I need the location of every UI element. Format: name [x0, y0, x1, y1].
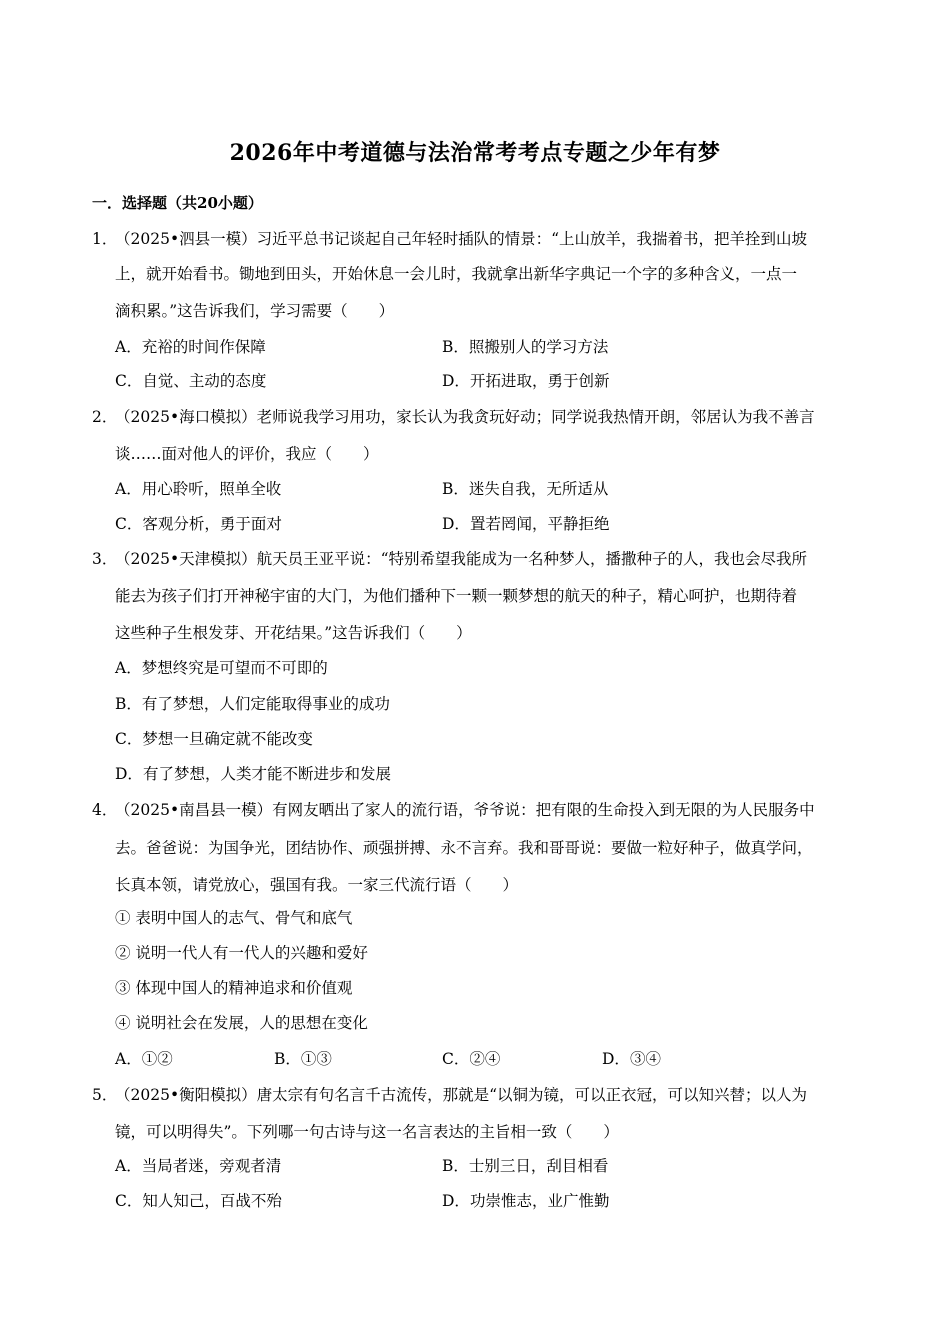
option-d[interactable]: [115, 764, 391, 784]
option-c[interactable]: [115, 729, 313, 749]
statement: ④ 说明社会在发展，人的思想在变化: [115, 1014, 368, 1032]
option-label: A．: [115, 1157, 142, 1175]
option-d[interactable]: [442, 371, 609, 391]
question-text-line: （2025•泗县一模）习近平总书记谈起自己年轻时插队的情景：“上山放羊，我揣着书，把羊拴到山坡: [115, 230, 808, 248]
option-text: 自觉、主动的态度: [142, 372, 267, 390]
question-text-line: 上，就开始看书。锄地到田头，开始休息一会儿时，我就拿出新华字典记一个字的多种含义，一点一: [115, 265, 798, 283]
option-d[interactable]: [442, 1191, 609, 1211]
option-label: D．: [442, 372, 470, 390]
section-heading: 一．选择题（共20小题）: [92, 194, 263, 212]
question-number: 3．: [92, 550, 118, 568]
question-text-line: 滴积累。”这告诉我们，学习需要（ ）: [115, 302, 395, 320]
option-a[interactable]: [115, 1049, 173, 1069]
option-label: D．: [115, 765, 143, 783]
question-text-line: 长真本领，请党放心，强国有我。一家三代流行语（ ）: [115, 876, 519, 894]
option-text: ③④: [629, 1050, 661, 1068]
option-a[interactable]: [115, 658, 328, 678]
statement: ① 表明中国人的志气、骨气和底气: [115, 909, 353, 927]
option-label: C．: [115, 1192, 143, 1210]
option-label: C．: [115, 730, 143, 748]
option-text: ①③: [300, 1050, 332, 1068]
question-number: 5．: [92, 1086, 118, 1104]
option-text: 客观分析，勇于面对: [142, 515, 282, 533]
option-c[interactable]: [115, 1191, 282, 1211]
question-text-line: （2025•海口模拟）老师说我学习用功，家长认为我贪玩好动；同学说我热情开朗，邻居认为我不善言: [115, 408, 815, 426]
option-label: C．: [442, 1050, 470, 1068]
option-text: ②④: [469, 1050, 501, 1068]
option-text: 功崇惟志，业广惟勤: [469, 1192, 610, 1210]
option-text: 置若罔闻，平静拒绝: [469, 515, 610, 533]
option-label: C．: [115, 372, 143, 390]
option-a[interactable]: [115, 1156, 281, 1176]
option-label: B．: [442, 480, 469, 498]
option-c[interactable]: [115, 514, 282, 534]
question-text-line: （2025•南昌县一模）有网友晒出了家人的流行语，爷爷说：把有限的生命投入到无限的为人民服务中: [115, 801, 815, 819]
option-text: 有了梦想，人类才能不断进步和发展: [142, 765, 391, 783]
question-text-line: 谈……面对他人的评价，我应（ ）: [115, 445, 379, 463]
option-b[interactable]: [115, 694, 390, 714]
option-text: ①②: [141, 1050, 173, 1068]
question-text-line: 能去为孩子们打开神秘宇宙的大门，为他们播种下一颗一颗梦想的航天的种子，精心呵护，也期待着: [115, 587, 798, 605]
question-text-line: （2025•天津模拟）航天员王亚平说：“特别希望我能成为一名种梦人，播撒种子的人，我也会尽我所: [115, 550, 808, 568]
option-label: B．: [442, 1157, 469, 1175]
option-text: 开拓进取，勇于创新: [469, 372, 610, 390]
statement: ② 说明一代人有一代人的兴趣和爱好: [115, 944, 368, 962]
option-label: A．: [115, 480, 142, 498]
question-number: 2．: [92, 408, 118, 426]
option-d[interactable]: [602, 1049, 661, 1069]
option-d[interactable]: [442, 514, 609, 534]
option-c[interactable]: [442, 1049, 500, 1069]
option-text: 有了梦想，人们定能取得事业的成功: [141, 695, 390, 713]
option-label: A．: [115, 338, 142, 356]
option-text: 当局者迷，旁观者清: [141, 1157, 282, 1175]
option-label: D．: [602, 1050, 630, 1068]
option-label: A．: [115, 1050, 142, 1068]
option-label: B．: [442, 338, 469, 356]
option-text: 知人知己，百战不殆: [142, 1192, 282, 1210]
option-label: B．: [274, 1050, 301, 1068]
statement: ③ 体现中国人的精神追求和价值观: [115, 979, 353, 997]
option-text: 梦想终究是可望而不可即的: [141, 659, 328, 677]
option-text: 梦想一旦确定就不能改变: [142, 730, 313, 748]
question-number: 1．: [92, 230, 118, 248]
option-b[interactable]: [442, 337, 608, 357]
option-label: D．: [442, 1192, 470, 1210]
option-text: 照搬别人的学习方法: [468, 338, 609, 356]
option-c[interactable]: [115, 371, 266, 391]
option-b[interactable]: [274, 1049, 332, 1069]
option-label: A．: [115, 659, 142, 677]
option-label: D．: [442, 515, 470, 533]
option-a[interactable]: [115, 479, 281, 499]
option-b[interactable]: [442, 1156, 608, 1176]
question-text-line: 这些种子生根发芽、开花结果。”这告诉我们（ ）: [115, 624, 472, 642]
page-title: 2026年中考道德与法治常考考点专题之少年有梦: [229, 140, 721, 166]
option-a[interactable]: [115, 337, 266, 357]
question-number: 4．: [92, 801, 118, 819]
option-text: 充裕的时间作保障: [141, 338, 266, 356]
option-text: 迷失自我，无所适从: [468, 480, 609, 498]
option-b[interactable]: [442, 479, 608, 499]
option-text: 士别三日，刮目相看: [468, 1157, 609, 1175]
option-label: C．: [115, 515, 143, 533]
option-text: 用心聆听，照单全收: [141, 480, 282, 498]
question-text-line: （2025•衡阳模拟）唐太宗有句名言千古流传，那就是“以铜为镜，可以正衣冠，可以知兴替；以人为: [115, 1086, 808, 1104]
question-text-line: 去。爸爸说：为国争光，团结协作、顽强拼搏、永不言弃。我和哥哥说：要做一粒好种子，做真学问，: [115, 839, 813, 857]
option-label: B．: [115, 695, 142, 713]
question-text-line: 镜，可以明得失”。下列哪一句古诗与这一名言表达的主旨相一致（ ）: [115, 1123, 619, 1141]
